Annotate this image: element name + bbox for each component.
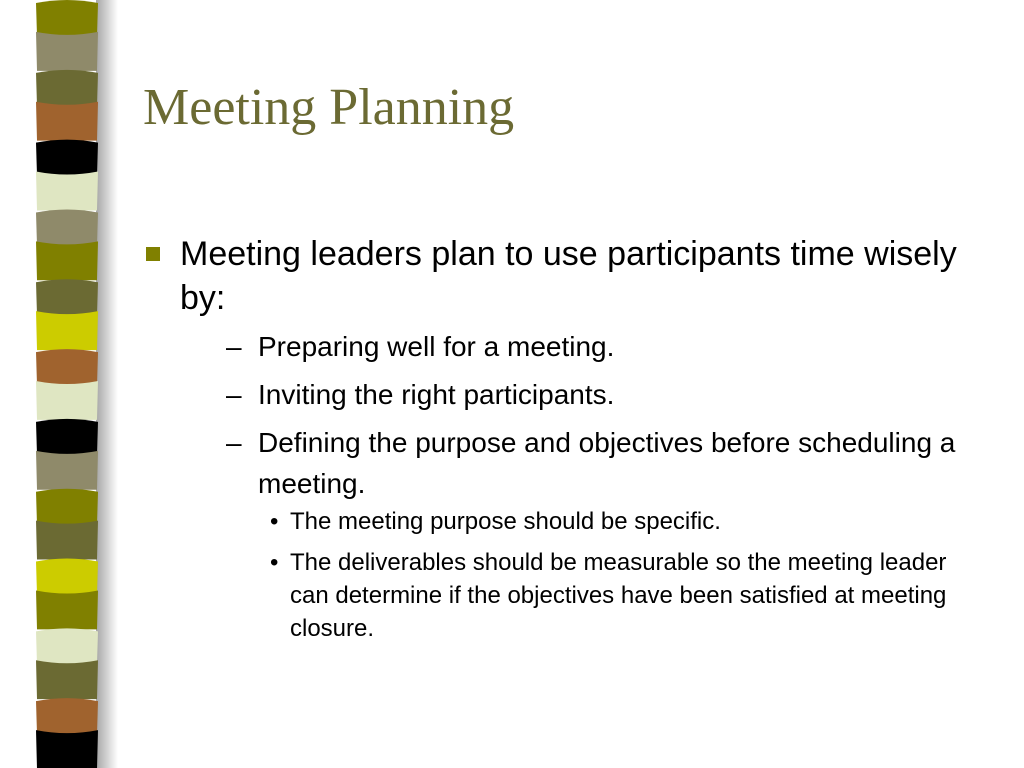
dot-marker: • — [270, 508, 279, 535]
stripe-bands — [36, 0, 98, 768]
stripe-band — [36, 0, 98, 36]
stripe-band — [36, 521, 98, 560]
stripe-band — [36, 489, 98, 525]
stripe-band — [36, 140, 98, 176]
bullet-item — [146, 232, 1006, 320]
stripe-band — [36, 311, 98, 350]
stripe-pattern — [0, 0, 118, 768]
stripe-band — [36, 381, 98, 420]
stripe-shadow — [96, 0, 118, 768]
sub-bullet-text: Preparing well for a meeting. — [258, 331, 615, 362]
stripe-band — [36, 451, 98, 490]
stripe-band — [36, 279, 98, 315]
stripe-band — [36, 102, 98, 141]
sub-sub-bullet-item — [270, 505, 990, 538]
stripe-band — [36, 730, 98, 768]
sub-bullet-item — [226, 374, 958, 415]
stripe-band — [36, 70, 98, 106]
sub-sub-bullet-text: The deliverables should be measurable so the meeting leader can determine if the objectives have been satisfied at meeting closure. — [290, 549, 947, 642]
sub-bullet-item — [226, 326, 958, 367]
sub-bullet-item — [226, 422, 958, 504]
stripe-band — [36, 660, 98, 699]
sub-bullet-text: Defining the purpose and objectives before scheduling a meeting. — [258, 427, 956, 499]
stripe-band — [36, 349, 98, 385]
stripe-band — [36, 590, 98, 629]
dot-marker: • — [270, 549, 279, 576]
stripe-band — [36, 241, 98, 280]
sub-sub-bullet-text: The meeting purpose should be specific. — [290, 508, 721, 535]
decorative-stripe-column — [0, 0, 118, 768]
dash-marker: – — [226, 427, 242, 458]
slide-body — [146, 232, 1006, 653]
stripe-band — [36, 698, 98, 734]
stripe-band — [36, 419, 98, 455]
bullet-text: Meeting leaders plan to use participants time wisely by: — [180, 235, 957, 317]
sub-sub-bullet-item — [270, 546, 990, 645]
dash-marker: – — [226, 379, 242, 410]
stripe-band — [36, 628, 98, 664]
stripe-band — [36, 32, 98, 71]
stripe-band — [36, 209, 98, 245]
sub-bullet-text: Inviting the right participants. — [258, 379, 615, 410]
stripe-band — [36, 559, 98, 595]
slide-title: Meeting Planning — [143, 79, 515, 136]
square-bullet-icon — [146, 247, 160, 261]
dash-marker: – — [226, 331, 242, 362]
stripe-band — [36, 172, 98, 211]
